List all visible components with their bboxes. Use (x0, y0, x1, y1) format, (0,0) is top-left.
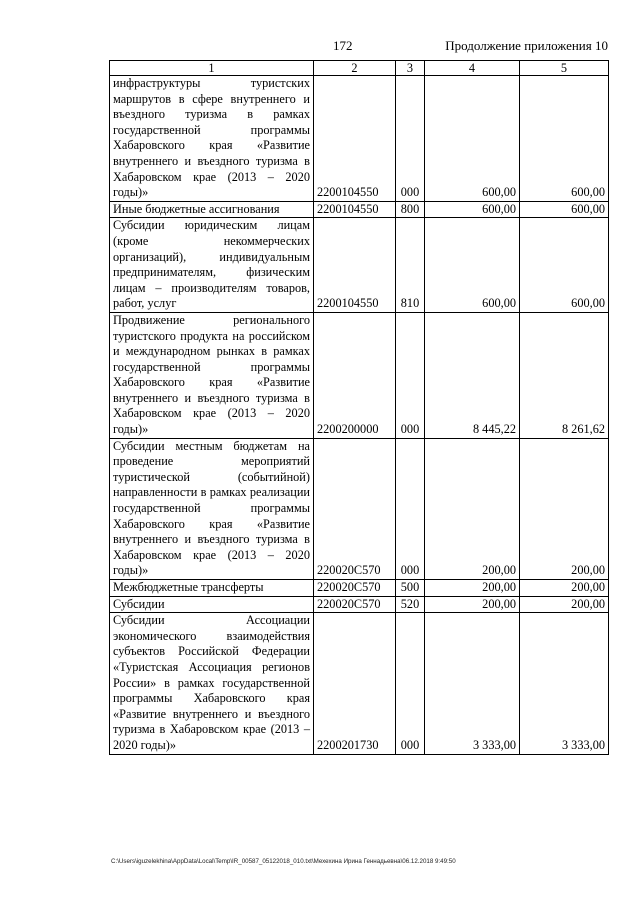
row-target-code: 2200104550 (314, 218, 396, 313)
column-header-1: 1 (110, 61, 314, 76)
row-amount-2: 200,00 (520, 596, 609, 613)
row-expense-type: 000 (396, 438, 425, 579)
table-row (110, 201, 609, 218)
row-amount-1: 8 445,22 (425, 312, 520, 438)
row-target-code: 2200104550 (314, 201, 396, 218)
row-amount-2: 200,00 (520, 580, 609, 597)
table-row (110, 580, 609, 597)
table-row (110, 76, 609, 202)
column-header-3: 3 (396, 61, 425, 76)
row-amount-1: 200,00 (425, 580, 520, 597)
table-row (110, 312, 609, 438)
row-target-code: 2200200000 (314, 312, 396, 438)
row-name: Субсидии местным бюджетам на проведение мероприятий туристической (событийной) направленности в рамках реализации государственной программы Хабаровского края «Развитие внутреннего и въездного туризма в Хабаровском крае (2013 – 2020 годы)» (110, 438, 314, 579)
table-row (110, 218, 609, 313)
row-name: инфраструктуры туристских маршрутов в сфере внутреннего и въездного туризма в рамках государственной программы Хабаровского края «Развитие внутреннего и въездного туризма в Хабаровском крае (2013 – 2020 годы)» (110, 76, 314, 202)
row-expense-type: 810 (396, 218, 425, 313)
row-amount-2: 8 261,62 (520, 312, 609, 438)
row-amount-2: 600,00 (520, 201, 609, 218)
page-header (0, 38, 640, 56)
row-name: Межбюджетные трансферты (110, 580, 314, 597)
row-amount-2: 600,00 (520, 76, 609, 202)
row-target-code: 220020С570 (314, 596, 396, 613)
table-header-row (110, 61, 609, 76)
row-expense-type: 000 (396, 76, 425, 202)
column-header-2: 2 (314, 61, 396, 76)
row-amount-2: 200,00 (520, 438, 609, 579)
row-amount-1: 600,00 (425, 76, 520, 202)
row-expense-type: 800 (396, 201, 425, 218)
row-amount-2: 3 333,00 (520, 613, 609, 754)
row-expense-type: 520 (396, 596, 425, 613)
row-target-code: 2200104550 (314, 76, 396, 202)
row-amount-1: 200,00 (425, 438, 520, 579)
row-expense-type: 000 (396, 312, 425, 438)
row-target-code: 220020С570 (314, 438, 396, 579)
document-file-path-footer: C:\Users\iguzelekhina\AppData\Local\Temp\IR_00587_05122018_010.txt\Мехехина Ирина Геннадьевна\06.12.2018 9:49:50 (111, 858, 456, 865)
row-amount-1: 3 333,00 (425, 613, 520, 754)
appendix-continuation-label: Продолжение приложения 10 (445, 38, 608, 53)
row-expense-type: 000 (396, 613, 425, 754)
table-row (110, 613, 609, 754)
budget-table (109, 60, 609, 755)
column-header-4: 4 (425, 61, 520, 76)
page-number: 172 (333, 38, 353, 53)
table-row (110, 438, 609, 579)
row-expense-type: 500 (396, 580, 425, 597)
row-target-code: 2200201730 (314, 613, 396, 754)
row-name: Субсидии Ассоциации экономического взаимодействия субъектов Российской Федерации «Туристская Ассоциация регионов России» в рамках государственной программы Хабаровского края «Развитие внутреннего и въездного туризма в Хабаровском крае (2013 – 2020 годы)» (110, 613, 314, 754)
row-amount-1: 600,00 (425, 218, 520, 313)
row-amount-2: 600,00 (520, 218, 609, 313)
table-row (110, 596, 609, 613)
row-name: Иные бюджетные ассигнования (110, 201, 314, 218)
row-name: Продвижение регионального туристского продукта на российском и международном рынках в рамках государственной программы Хабаровского края «Развитие внутреннего и въездного туризма в Хабаровском крае (2013 – 2020 годы)» (110, 312, 314, 438)
row-name: Субсидии (110, 596, 314, 613)
row-amount-1: 600,00 (425, 201, 520, 218)
column-header-5: 5 (520, 61, 609, 76)
row-target-code: 220020С570 (314, 580, 396, 597)
row-name: Субсидии юридическим лицам (кроме некоммерческих организаций), индивидуальным предпринимателям, физическим лицам – производителям товаров, работ, услуг (110, 218, 314, 313)
row-amount-1: 200,00 (425, 596, 520, 613)
